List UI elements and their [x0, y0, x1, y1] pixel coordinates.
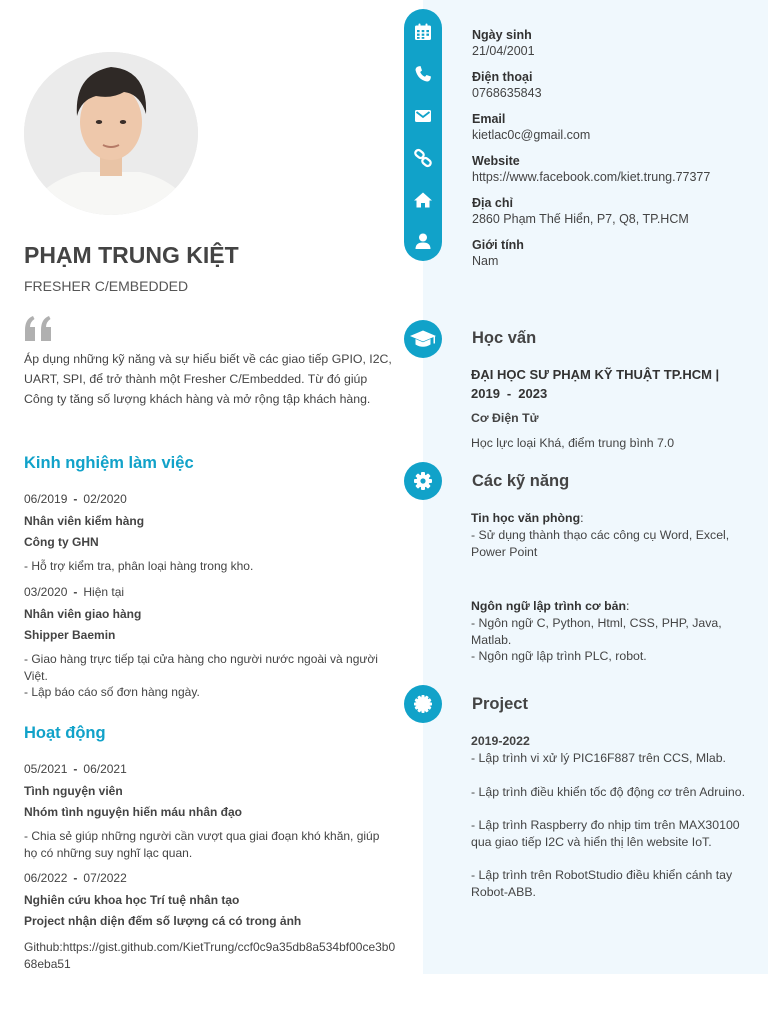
- contact-label: Điện thoại: [472, 70, 533, 84]
- end-date: 06/2021: [83, 762, 127, 776]
- date-separator: -: [73, 585, 78, 599]
- project-period: 2019-2022: [471, 734, 530, 748]
- graduation-cap-icon: [404, 320, 442, 358]
- section-title-experience: Kinh nghiệm làm việc: [24, 454, 194, 472]
- contact-item-email: [472, 111, 762, 144]
- project-item: - Lập trình vi xử lý PIC16F887 trên CCS, Mlab.: [471, 751, 726, 765]
- skills-badge: [404, 462, 442, 500]
- start-date: 05/2021: [24, 762, 68, 776]
- gear-icon: [404, 462, 442, 500]
- section-title-education: Học vấn: [472, 329, 537, 347]
- contact-value[interactable]: kietlac0c@gmail.com: [472, 128, 591, 142]
- project-item: - Lập trình trên RobotStudio điều khiển cánh tay Robot-ABB.: [471, 868, 733, 899]
- description-line: - Chia sẻ giúp những người cần vượt qua giai đoạn khó khăn, giúp họ có những suy nghĩ lạc quan.: [24, 829, 380, 860]
- contact-item-phone: [472, 69, 762, 102]
- experience-item: [24, 584, 396, 701]
- date-separator: -: [73, 871, 78, 885]
- date-separator: -: [506, 386, 512, 401]
- skill-group-heading: [471, 509, 761, 527]
- contact-value: 2860 Phạm Thế Hiển, P7, Q8, TP.HCM: [472, 212, 689, 226]
- skill-group: [471, 509, 761, 560]
- project-gear-icon: [404, 685, 442, 723]
- contact-label: Giới tính: [472, 238, 524, 252]
- contact-item-address: [472, 195, 762, 228]
- quote-icon: [22, 315, 54, 341]
- skill-line: - Sử dụng thành thạo các công cụ Word, Excel, Power Point: [471, 528, 730, 559]
- phone-icon: [413, 64, 433, 84]
- gpa-note: Học lực loại Khá, điểm trung bình 7.0: [471, 436, 675, 450]
- contact-label: Website: [472, 154, 520, 168]
- description-line: - Lập báo cáo số đơn hàng ngày.: [24, 685, 200, 699]
- project-item: - Lập trình Raspberry đo nhịp tim trên MAX30100 qua giao tiếp I2C và hiển thị lên website IoT.: [471, 818, 740, 849]
- date-range: [24, 870, 396, 886]
- company: Shipper Baemin: [24, 628, 116, 642]
- activity-item: [24, 761, 396, 861]
- project-item: - Lập trình điều khiển tốc độ động cơ trên Adruino.: [471, 784, 745, 799]
- skill-line: - Ngôn ngữ C, Python, Html, CSS, PHP, Java, Matlab.: [471, 616, 722, 647]
- skill-group-colon: :: [580, 511, 584, 525]
- contact-label: Email: [472, 112, 506, 126]
- contact-label: Địa chỉ: [472, 196, 513, 210]
- link-icon: [413, 148, 433, 168]
- education-entry: [471, 365, 761, 452]
- section-title-activities: Hoạt động: [24, 724, 106, 742]
- contact-item-birthday: [472, 27, 762, 60]
- contact-value: 0768635843: [472, 86, 542, 100]
- school-name: ĐẠI HỌC SƯ PHẠM KỸ THUẬT TP.HCM |: [471, 367, 720, 382]
- section-title-project: Project: [472, 695, 528, 713]
- description-line: - Giao hàng trực tiếp tại cửa hàng cho người nước ngoài và người Việt.: [24, 652, 378, 683]
- activity-role: Tình nguyện viên: [24, 784, 123, 798]
- date-range: [24, 761, 396, 777]
- skill-group-name: Tin học văn phòng: [471, 511, 581, 525]
- section-title-skills: Các kỹ năng: [472, 472, 570, 490]
- contact-item-gender: [472, 237, 762, 270]
- job-title: FRESHER C/EMBEDDED: [24, 278, 189, 294]
- date-range: [24, 491, 396, 507]
- skill-group-heading: [471, 597, 761, 615]
- company: Công ty GHN: [24, 535, 99, 549]
- project-list: [471, 732, 761, 900]
- major: Cơ Điện Tử: [471, 411, 539, 425]
- end-date: Hiện tại: [83, 585, 125, 599]
- calendar-icon: [413, 22, 433, 42]
- activity-organization: Project nhận diện đếm số lượng cá có trong ảnh: [24, 914, 302, 928]
- start-date: 03/2020: [24, 585, 68, 599]
- contact-icon-bar: [404, 9, 442, 261]
- project-badge: [404, 685, 442, 723]
- contact-value: 21/04/2001: [472, 44, 535, 58]
- home-icon: [413, 190, 433, 210]
- contact-value[interactable]: https://www.facebook.com/kiet.trung.77377: [472, 170, 711, 184]
- skill-group-name: Ngôn ngữ lập trình cơ bản: [471, 599, 626, 613]
- date-separator: -: [73, 492, 78, 506]
- position: Nhân viên kiểm hàng: [24, 514, 145, 528]
- contact-value: Nam: [472, 254, 499, 268]
- start-date: 06/2019: [24, 492, 68, 506]
- date-range: [24, 584, 396, 600]
- end-date: 02/2020: [83, 492, 127, 506]
- start-year: 2019: [471, 386, 500, 401]
- study-period: [471, 384, 761, 403]
- activity-organization: Nhóm tình nguyện hiến máu nhân đạo: [24, 805, 242, 819]
- career-objective: Áp dụng những kỹ năng và sự hiểu biết về các giao tiếp GPIO, I2C, UART, SPI, để trở thành một Fresher C/Embedded. Từ đó giúp Công ty tăng số lượng khách hàng và mở rộng tập khách hàng.: [24, 352, 392, 406]
- skill-group: [471, 597, 761, 665]
- date-separator: -: [73, 762, 78, 776]
- experience-item: [24, 491, 396, 575]
- skill-group-colon: :: [625, 599, 630, 613]
- user-icon: [413, 231, 433, 251]
- skill-line: - Ngôn ngữ lập trình PLC, robot.: [471, 649, 647, 663]
- start-date: 06/2022: [24, 871, 68, 885]
- end-date: 07/2022: [83, 871, 127, 885]
- end-year: 2023: [518, 386, 548, 401]
- github-link[interactable]: Github:https://gist.github.com/KietTrung/ccf0c9a35db8a534bf00ce3b068eba51: [24, 940, 396, 971]
- activity-item: [24, 870, 396, 973]
- position: Nhân viên giao hàng: [24, 607, 142, 621]
- contact-label: Ngày sinh: [472, 28, 532, 42]
- full-name: PHẠM TRUNG KIỆT: [24, 242, 239, 268]
- avatar: [24, 52, 198, 215]
- description-line: - Hỗ trợ kiểm tra, phân loại hàng trong kho.: [24, 559, 254, 573]
- email-icon: [413, 106, 433, 126]
- education-badge: [404, 320, 442, 358]
- contact-item-website: [472, 153, 762, 186]
- activity-role: Nghiên cứu khoa học Trí tuệ nhân tạo: [24, 893, 240, 907]
